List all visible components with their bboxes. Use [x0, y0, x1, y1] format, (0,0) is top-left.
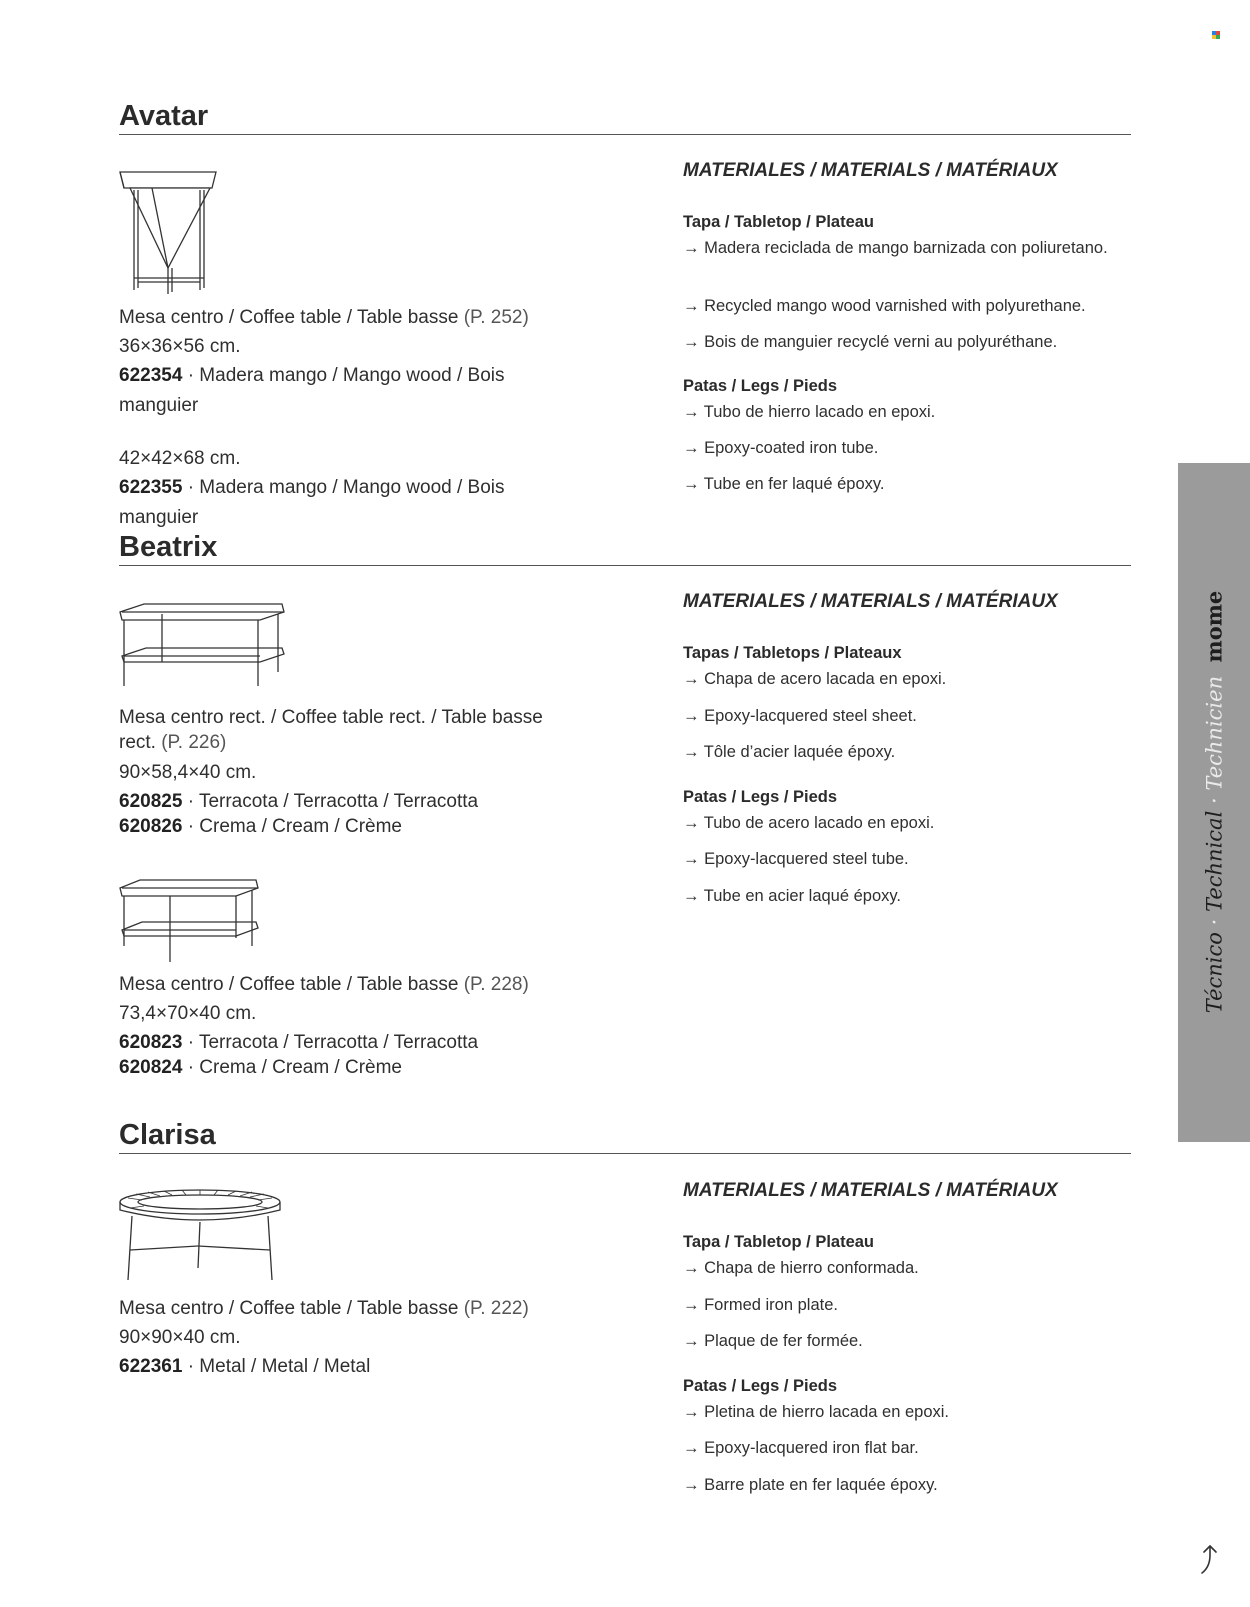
- materials-item: → Tubo de acero lacado en epoxi.: [683, 814, 935, 832]
- materials-item: → Pletina de hierro lacada en epoxi.: [683, 1403, 949, 1421]
- materials-item: → Chapa de acero lacada en epoxi.: [683, 670, 947, 688]
- beatrix-page-ref: (P. 228): [463, 974, 529, 995]
- beatrix-desc-text: rect.: [119, 732, 156, 753]
- section-title-beatrix: Beatrix: [119, 531, 218, 563]
- materials-item: → Bois de manguier recyclé verni au polyuréthane.: [683, 333, 1058, 351]
- avatar-code-line-1b: manguier: [119, 395, 199, 416]
- product-code: 622355: [119, 477, 183, 498]
- product-finish: · Crema / Cream / Crème: [187, 1057, 402, 1078]
- product-code: 620825: [119, 791, 183, 812]
- section-divider: [119, 565, 1131, 566]
- materials-item: → Tube en fer laqué époxy.: [683, 475, 885, 493]
- materials-item: → Plaque de fer formée.: [683, 1332, 863, 1350]
- side-tab-part-1: Técnico: [1202, 932, 1227, 1014]
- materials-heading: MATERIALES / MATERIALS / MATÉRIAUX: [683, 591, 1058, 612]
- materials-top-label: Tapa / Tabletop / Plateau: [683, 213, 875, 231]
- side-tab-label: [1202, 591, 1227, 1014]
- beatrix-code-line-1: [119, 791, 478, 813]
- product-code: 622361: [119, 1356, 183, 1377]
- brand-logo: mome: [1201, 590, 1227, 663]
- materials-item: → Recycled mango wood varnished with polyurethane.: [683, 297, 1086, 315]
- beatrix-code-line-4: [119, 1057, 402, 1079]
- avatar-table-illustration: [118, 168, 220, 296]
- materials-item: → Chapa de hierro conformada.: [683, 1259, 919, 1277]
- section-divider: [119, 134, 1131, 135]
- clarisa-page-ref: (P. 222): [463, 1298, 529, 1319]
- materials-item: → Epoxy-lacquered iron flat bar.: [683, 1439, 919, 1457]
- avatar-dimensions-2: 42×42×68 cm.: [119, 448, 241, 469]
- product-code: 620823: [119, 1032, 183, 1053]
- avatar-dimensions-1: 36×36×56 cm.: [119, 336, 241, 357]
- beatrix-square-table-illustration: [118, 876, 260, 964]
- side-tab-sep-1: ·: [1202, 912, 1227, 933]
- section-divider: [119, 1153, 1131, 1154]
- materials-item: → Tubo de hierro lacado en epoxi.: [683, 403, 936, 421]
- avatar-description: [119, 307, 529, 329]
- corner-color-mark: [1212, 31, 1220, 39]
- materials-top-label: Tapa / Tabletop / Plateau: [683, 1233, 875, 1251]
- beatrix-code-line-2: [119, 816, 402, 838]
- side-tab-part-2: Technical: [1202, 810, 1227, 913]
- avatar-code-line-2: [119, 477, 505, 499]
- product-code: 620826: [119, 816, 183, 837]
- product-finish: · Terracota / Terracotta / Terracotta: [187, 791, 479, 812]
- materials-legs-label: Patas / Legs / Pieds: [683, 788, 838, 806]
- up-arrow-icon[interactable]: [1196, 1543, 1222, 1575]
- product-finish: · Metal / Metal / Metal: [187, 1356, 371, 1377]
- clarisa-round-table-illustration: [118, 1188, 282, 1284]
- side-tab-sep-2: ·: [1202, 790, 1227, 811]
- product-finish: · Madera mango / Mango wood / Bois: [187, 477, 505, 498]
- beatrix-rect-table-illustration: [118, 600, 286, 690]
- materials-heading: MATERIALES / MATERIALS / MATÉRIAUX: [683, 1180, 1058, 1201]
- avatar-page-ref: (P. 252): [463, 307, 529, 328]
- beatrix-page-ref: (P. 226): [161, 732, 227, 753]
- clarisa-code-line: [119, 1356, 370, 1378]
- avatar-code-line-2b: manguier: [119, 507, 199, 528]
- beatrix-code-line-3: [119, 1032, 478, 1054]
- materials-item: → Epoxy-coated iron tube.: [683, 439, 879, 457]
- product-finish: · Crema / Cream / Crème: [187, 816, 402, 837]
- clarisa-desc-text: Mesa centro / Coffee table / Table basse: [119, 1298, 459, 1319]
- materials-legs-label: Patas / Legs / Pieds: [683, 1377, 838, 1395]
- section-title-avatar: Avatar: [119, 100, 209, 132]
- materials-heading: MATERIALES / MATERIALS / MATÉRIAUX: [683, 160, 1058, 181]
- clarisa-description: [119, 1298, 529, 1320]
- beatrix-dimensions-1: 90×58,4×40 cm.: [119, 762, 257, 783]
- side-tab-part-3: Technicien: [1202, 675, 1227, 791]
- materials-legs-label: Patas / Legs / Pieds: [683, 377, 838, 395]
- product-code: 622354: [119, 365, 183, 386]
- materials-item: → Tôle d’acier laquée époxy.: [683, 743, 896, 761]
- avatar-code-line-1: [119, 365, 505, 387]
- materials-item: → Barre plate en fer laquée époxy.: [683, 1476, 938, 1494]
- beatrix-desc-text: Mesa centro / Coffee table / Table basse: [119, 974, 459, 995]
- product-finish: · Terracota / Terracotta / Terracotta: [187, 1032, 479, 1053]
- materials-item: → Epoxy-lacquered steel tube.: [683, 850, 909, 868]
- beatrix-description-2: [119, 974, 529, 996]
- materials-item: → Formed iron plate.: [683, 1296, 838, 1314]
- product-code: 620824: [119, 1057, 183, 1078]
- beatrix-description-1b: [119, 732, 226, 754]
- clarisa-dimensions: 90×90×40 cm.: [119, 1327, 241, 1348]
- materials-item: → Tube en acier laqué époxy.: [683, 887, 901, 905]
- materials-top-label: Tapas / Tabletops / Plateaux: [683, 644, 902, 662]
- avatar-desc-text: Mesa centro / Coffee table / Table basse: [119, 307, 459, 328]
- section-title-clarisa: Clarisa: [119, 1119, 216, 1151]
- materials-item: → Epoxy-lacquered steel sheet.: [683, 707, 917, 725]
- beatrix-description-1a: Mesa centro rect. / Coffee table rect. / Table basse: [119, 707, 543, 728]
- materials-item: → Madera reciclada de mango barnizada con poliuretano.: [683, 239, 1108, 257]
- product-finish: · Madera mango / Mango wood / Bois: [187, 365, 505, 386]
- beatrix-dimensions-2: 73,4×70×40 cm.: [119, 1003, 257, 1024]
